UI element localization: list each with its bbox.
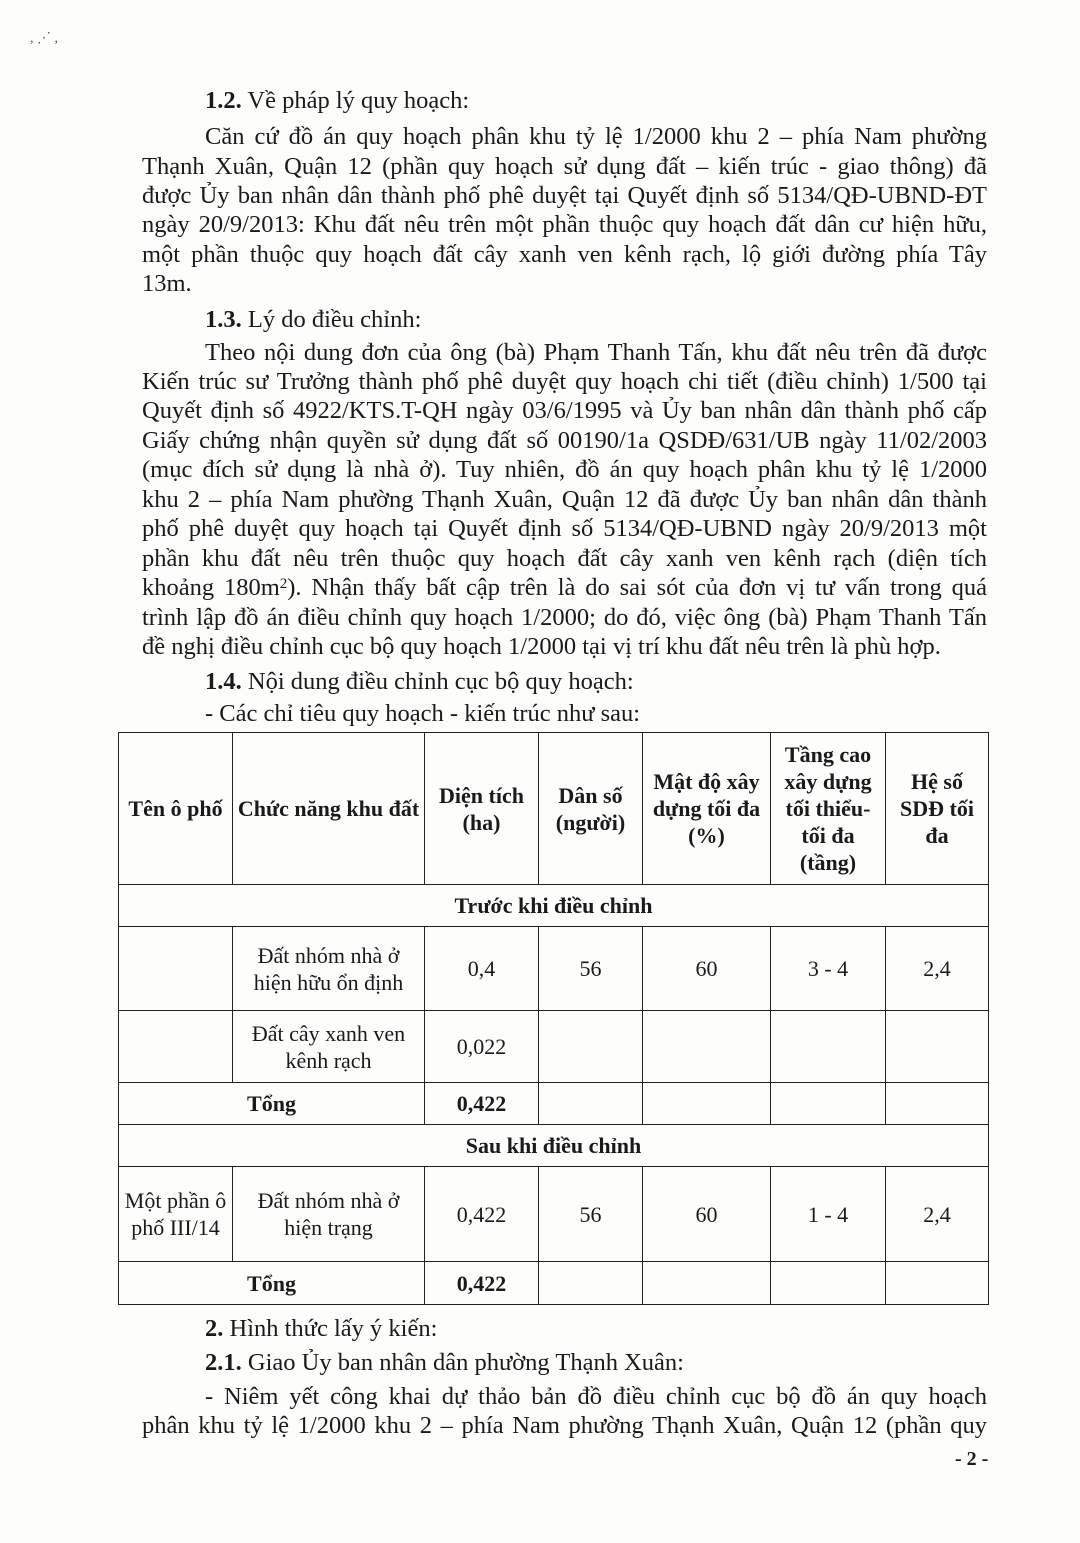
table-cell: 3 - 4 <box>771 927 886 1011</box>
column-header: Chức năng khu đất <box>233 733 425 885</box>
table-cell: 0,422 <box>425 1167 539 1262</box>
table-row <box>119 1011 989 1083</box>
table-cell: 0,4 <box>425 927 539 1011</box>
section-label: Trước khi điều chỉnh <box>119 885 989 927</box>
column-header: Hệ số SDĐ tối đa <box>886 733 989 885</box>
paragraph-line: phân khu tỷ lệ 1/2000 khu 2 – phía Nam phường Thạnh Xuân, Quận 12 (phần quy <box>142 1412 987 1439</box>
table-row <box>119 927 989 1011</box>
paragraph-line: Giấy chứng nhận quyền sử dụng đất số 00190/1a QSDĐ/631/UB ngày 11/02/2003 <box>142 427 987 454</box>
paragraph-line: 13m. <box>142 270 192 297</box>
paragraph-line: một phần thuộc quy hoạch đất cây xanh ven kênh rạch, lộ giới đường phía Tây <box>142 241 987 268</box>
column-header: Tầng cao xây dựng tối thiểu- tối đa (tầng) <box>771 733 886 885</box>
table-cell: Một phần ô phố III/14 <box>119 1167 233 1262</box>
paragraph-line: phần khu đất nêu trên thuộc quy hoạch đất cây xanh ven kênh rạch (diện tích <box>142 545 987 572</box>
table-cell: 60 <box>643 1167 771 1262</box>
table-cell: 0,022 <box>425 1011 539 1083</box>
table-cell <box>119 1011 233 1083</box>
page-number: - 2 - <box>955 1448 989 1470</box>
table-cell: 2,4 <box>886 1167 989 1262</box>
paragraph-line: Quyết định số 4922/KTS.T-QH ngày 03/6/1995 và Ủy ban nhân dân thành phố cấp <box>142 397 987 424</box>
table-cell: 56 <box>539 1167 643 1262</box>
paragraph-line: - Niêm yết công khai dự thảo bản đồ điều chỉnh cục bộ đồ án quy hoạch <box>205 1383 987 1410</box>
table-cell <box>119 927 233 1011</box>
paragraph-line: Kiến trúc sư Trưởng thành phố phê duyệt quy hoạch chi tiết (điều chỉnh) 1/500 tại <box>142 368 987 395</box>
total-value: 0,422 <box>425 1262 539 1305</box>
paragraph-line: (mục đích sử dụng là nhà ở). Tuy nhiên, đồ án quy hoạch phân khu tỷ lệ 1/2000 <box>142 456 987 483</box>
paragraph-line: trình lập đồ án điều chỉnh quy hoạch 1/2000; do đó, việc ông (bà) Phạm Thanh Tấn <box>142 604 987 631</box>
column-header: Diện tích (ha) <box>425 733 539 885</box>
table-cell: Đất nhóm nhà ở hiện hữu ổn định <box>233 927 425 1011</box>
paragraph-line: Thạnh Xuân, Quận 12 (phần quy hoạch sử dụng đất – kiến trúc - giao thông) đã <box>142 153 987 180</box>
column-header: Mật độ xây dựng tối đa (%) <box>643 733 771 885</box>
section-row-before <box>119 885 989 927</box>
paragraph-line: Theo nội dung đơn của ông (bà) Phạm Thanh Tấn, khu đất nêu trên đã được <box>205 339 987 366</box>
paragraph-line: ngày 20/9/2013: Khu đất nêu trên một phần thuộc quy hoạch đất dân cư hiện hữu, <box>142 211 987 238</box>
total-row-before <box>119 1083 989 1125</box>
table-cell <box>771 1011 886 1083</box>
heading-1-3: 1.3. Lý do điều chỉnh: <box>205 306 422 333</box>
table-cell: Đất nhóm nhà ở hiện trạng <box>233 1167 425 1262</box>
scan-marks: , ⋰ , <box>30 31 58 46</box>
table-cell: 2,4 <box>886 927 989 1011</box>
heading-2-1: 2.1. Giao Ủy ban nhân dân phường Thạnh Xuân: <box>205 1349 684 1376</box>
column-header: Tên ô phố <box>119 733 233 885</box>
table-cell: Đất cây xanh ven kênh rạch <box>233 1011 425 1083</box>
paragraph-line: đề nghị điều chỉnh cục bộ quy hoạch 1/2000 tại vị trí khu đất nêu trên là phù hợp. <box>142 633 941 660</box>
heading-2: 2. Hình thức lấy ý kiến: <box>205 1315 438 1342</box>
total-value: 0,422 <box>425 1083 539 1125</box>
table-cell: 56 <box>539 927 643 1011</box>
table-header-row <box>119 733 989 885</box>
heading-1-4: 1.4. Nội dung điều chỉnh cục bộ quy hoạch: <box>205 668 634 695</box>
total-label: Tổng <box>119 1083 425 1125</box>
section-row-after <box>119 1125 989 1167</box>
table-cell: 60 <box>643 927 771 1011</box>
column-header: Dân số (người) <box>539 733 643 885</box>
total-row-after <box>119 1262 989 1305</box>
table-cell <box>643 1011 771 1083</box>
planning-indicators-table <box>118 732 989 1305</box>
table-row <box>119 1167 989 1262</box>
paragraph-line: Căn cứ đồ án quy hoạch phân khu tỷ lệ 1/2000 khu 2 – phía Nam phường <box>205 123 987 150</box>
total-label: Tổng <box>119 1262 425 1305</box>
paragraph-line: khu 2 – phía Nam phường Thạnh Xuân, Quận 12 đã được Ủy ban nhân dân thành <box>142 486 987 513</box>
table-cell: 1 - 4 <box>771 1167 886 1262</box>
paragraph-line: phố phê duyệt quy hoạch tại Quyết định số 5134/QĐ-UBND ngày 20/9/2013 một <box>142 515 987 542</box>
paragraph-line-area: khoảng $180m^2$). Nhận thấy bất cập trên là do sai sót của đơn vị tư vấn trong quá <box>142 574 987 601</box>
table-cell <box>886 1011 989 1083</box>
table-cell <box>539 1011 643 1083</box>
paragraph-line: được Ủy ban nhân dân thành phố phê duyệt tại Quyết định số 5134/QĐ-UBND-ĐT <box>142 182 987 209</box>
section-label: Sau khi điều chỉnh <box>119 1125 989 1167</box>
table-intro: - Các chỉ tiêu quy hoạch - kiến trúc như sau: <box>205 700 641 727</box>
heading-1-2: 1.2. Về pháp lý quy hoạch: <box>205 87 470 114</box>
